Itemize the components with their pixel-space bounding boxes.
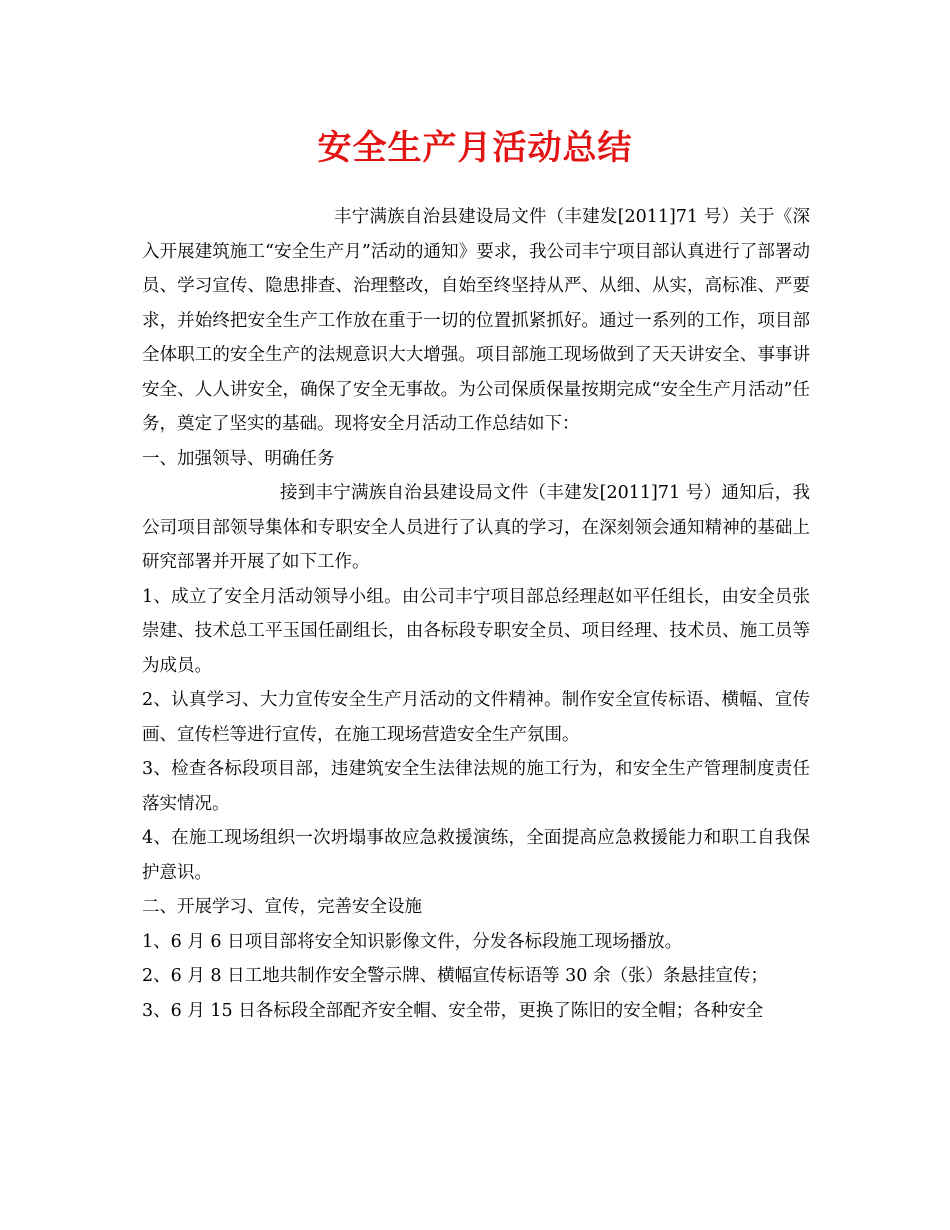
section-heading-1: 一、加强领导、明确任务	[142, 448, 335, 469]
list-item: 4、在施工现场组织一次坍塌事故应急救援演练，全面提高应急救援能力和职工自我保护意识。	[142, 828, 810, 883]
document-body	[142, 200, 810, 1028]
document-title: 安全生产月活动总结	[317, 128, 633, 168]
list-item: 2、认真学习、大力宣传安全生产月活动的文件精神。制作安全宣传标语、横幅、宣传画、宣传栏等进行宣传，在施工现场营造安全生产氛围。	[142, 690, 810, 745]
list-item: 1、成立了安全月活动领导小组。由公司丰宁项目部总经理赵如平任组长，由安全员张崇建、技术总工平玉国任副组长，由各标段专职安全员、项目经理、技术员、施工员等为成员。	[142, 586, 810, 676]
list-item: 3、6 月 15 日各标段全部配齐安全帽、安全带，更换了陈旧的安全帽；各种安全	[142, 1000, 764, 1021]
paragraph-notice: 接到丰宁满族自治县建设局文件（丰建发[2011]71 号）通知后，我公司项目部领导集体和专职安全人员进行了认真的学习，在深刻领会通知精神的基础上研究部署并开展了如下工作。	[142, 483, 810, 572]
list-item: 3、检查各标段项目部，违建筑安全生法律法规的施工行为，和安全生产管理制度责任落实情况。	[142, 759, 810, 814]
list-item: 2、6 月 8 日工地共制作安全警示牌、横幅宣传标语等 30 余（张）条悬挂宣传；	[142, 966, 768, 986]
section-heading-2: 二、开展学习、宣传，完善安全设施	[142, 897, 422, 917]
list-item: 1、6 月 6 日项目部将安全知识影像文件，分发各标段施工现场播放。	[142, 931, 683, 952]
paragraph-intro: 丰宁满族自治县建设局文件（丰建发[2011]71 号）关于《深入开展建筑施工“安全生产月”活动的通知》要求，我公司丰宁项目部认真进行了部署动员、学习宣传、隐患排查、治理整改，自始至终坚持从严、从细、从实，高标准、严要求，并始终把安全生产工作放在重于一切的位置抓紧抓好。通过一系列的工作，项目部全体职工的安全生产的法规意识大大增强。项目部施工现场做到了天天讲安全、事事讲安全、人人讲安全，确保了安全无事故。为公司保质保量按期完成“安全生产月活动”任务，奠定了坚实的基础。现将安全月活动工作总结如下：	[142, 207, 810, 434]
